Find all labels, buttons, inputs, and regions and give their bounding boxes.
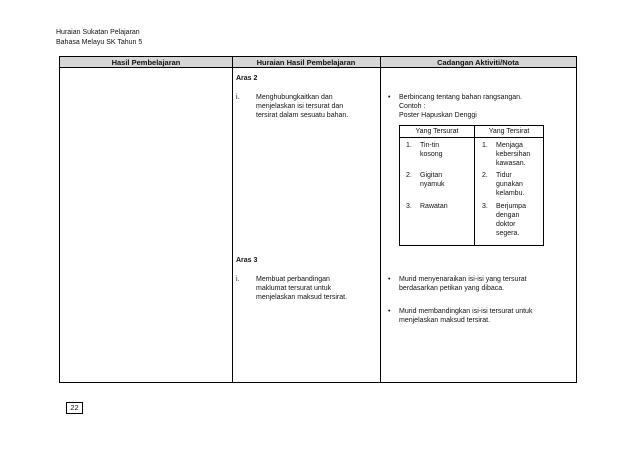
- column-divider: [380, 57, 381, 382]
- page-number: 22: [66, 402, 83, 414]
- subtable-header-row: [400, 126, 543, 138]
- column-header-hasil: Hasil Pembelajaran: [111, 58, 181, 67]
- column-header-huraian: Huraian Hasil Pembelajaran: [256, 58, 356, 67]
- aras-3-activity-1: Murid menyenaraikan isi-isi yang tersurat berdasarkan petikan yang dibaca.: [399, 276, 527, 292]
- tersirat-item-2-text: Tidur gunakan kelambu.: [496, 172, 525, 197]
- aras-3-item-number: i.: [236, 276, 240, 283]
- column-divider: [232, 57, 233, 382]
- tersurat-item-1: 1.: [406, 142, 412, 149]
- aras-3-item-text: Membuat perbandingan maklumat tersurat untuk menjelaskan maksud tersirat.: [256, 276, 348, 301]
- subtable-header-tersirat: Yang Tersirat: [488, 128, 530, 135]
- tersirat-item-2: 2.: [482, 172, 488, 179]
- tersurat-item-3-text: Rawatan: [420, 203, 448, 210]
- bullet-icon: •: [388, 276, 391, 283]
- column-header-cadangan: Cadangan Aktiviti/Nota: [437, 58, 519, 67]
- bullet-icon: •: [388, 308, 391, 315]
- document-header: [56, 28, 142, 48]
- tersirat-item-3-text: Berjumpa dengan doktor segera.: [496, 203, 526, 237]
- aras-2-item-text: Menghubungkaitkan dan menjelaskan isi tersurat dan tersirat dalam sesuatu bahan.: [256, 94, 349, 119]
- subtable-header-tersurat: Yang Tersurat: [415, 128, 459, 135]
- tersurat-item-3: 3.: [406, 203, 412, 210]
- aras-3-label: Aras 3: [236, 257, 258, 264]
- aras-2-item-number: i.: [236, 94, 240, 101]
- table-header-row: [60, 57, 576, 68]
- aras-2-activity: Berbincang tentang bahan rangsangan. Contoh : Poster Hapuskan Denggi: [399, 94, 522, 119]
- syllabus-table: [59, 56, 577, 383]
- bullet-icon: •: [388, 94, 391, 101]
- header-title: Huraian Sukatan Pelajaran: [56, 29, 140, 36]
- tersurat-tersirat-table: [399, 125, 544, 246]
- aras-2-label: Aras 2: [236, 75, 258, 82]
- subtable-divider: [474, 126, 475, 245]
- header-subtitle: Bahasa Melayu SK Tahun 5: [56, 39, 143, 46]
- tersirat-item-1-text: Menjaga kebersihan kawasan.: [496, 142, 531, 167]
- tersirat-item-3: 3.: [482, 203, 488, 210]
- tersurat-item-2-text: Gigitan nyamuk: [420, 172, 445, 188]
- tersurat-item-2: 2.: [406, 172, 412, 179]
- tersirat-item-1: 1.: [482, 142, 488, 149]
- aras-3-activity-2: Murid membandingkan isi-isi tersurat untuk menjelaskan maksud tersirat.: [399, 308, 533, 324]
- tersurat-item-1-text: Tin-tin kosong: [420, 142, 443, 158]
